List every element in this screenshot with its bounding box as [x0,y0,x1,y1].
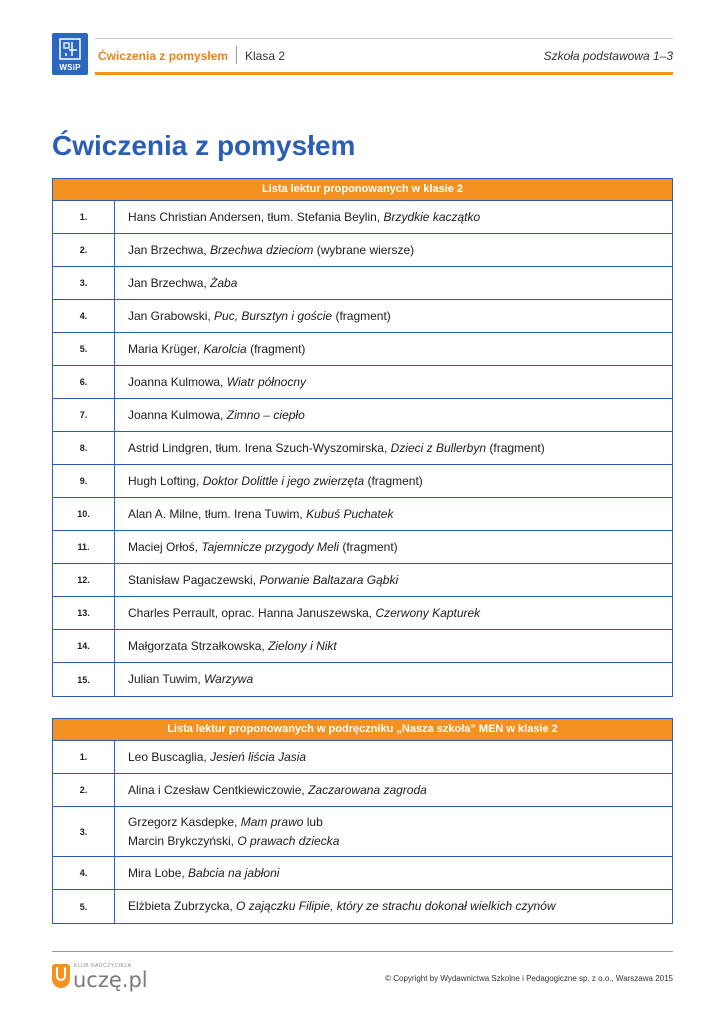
book-entry [115,597,672,629]
book-entry [115,498,672,530]
row-number: 3. [53,267,115,299]
book-title: Tajemnicze przygody Meli [201,539,339,554]
book-title: Porwanie Baltazara Gąbki [259,572,399,587]
author: Stanisław Pagaczewski, [128,572,260,587]
author: Joanna Kulmowa, [128,407,227,422]
author: Jan Brzechwa, [128,275,211,290]
book-note: (fragment) [332,308,391,323]
author: Maria Krüger, [128,341,204,356]
row-number: 2. [53,774,115,806]
author: Jan Grabowski, [128,308,215,323]
table-row [53,399,672,432]
table-row [53,774,672,807]
book-entry [115,663,672,696]
table-row [53,597,672,630]
author: Grzegorz Kasdepke, [128,814,241,829]
table-row [53,663,672,696]
row-number: 1. [53,741,115,773]
book-entry [115,333,672,365]
row-number: 10. [53,498,115,530]
row-number: 6. [53,366,115,398]
author: Jan Brzechwa, [128,242,211,257]
author: Joanna Kulmowa, [128,374,227,389]
book-entry [115,774,672,806]
book-entry [115,807,672,856]
author: Julian Tuwim, [128,672,205,686]
class-label: Klasa 2 [245,49,286,63]
header-separator [236,46,237,64]
row-number: 15. [53,663,115,696]
book-note: (wybrane wiersze) [313,242,415,257]
row-number: 7. [53,399,115,431]
book-entry [115,267,672,299]
book-title: Żaba [210,275,238,290]
school-level-label: Szkoła podstawowa 1–3 [543,49,673,63]
author: Elżbieta Zubrzycka, [128,899,237,913]
table-row [53,465,672,498]
row-number: 2. [53,234,115,266]
row-number: 5. [53,333,115,365]
table-row [53,366,672,399]
logo-brand: uczę.pl [73,968,148,992]
table-heading: Lista lektur proponowanych w klasie 2 [53,179,672,201]
header-top-rule [95,38,673,39]
row-number: 13. [53,597,115,629]
book-title: O zajączku Filipie, który ze strachu dokonał wielkich czynów [236,899,556,913]
row-number: 3. [53,807,115,856]
row-number: 14. [53,630,115,662]
textbook-reading-list-table [52,718,673,924]
book-title: Wiatr północny [226,374,306,389]
book-entry [115,890,672,923]
book-title: Kubuś Puchatek [306,506,394,521]
book-entry [115,564,672,596]
author: Marcin Brykczyński, [128,833,238,848]
series-title: Ćwiczenia z pomysłem [98,49,229,63]
table-row [53,741,672,774]
book-title: Mam prawo [240,814,304,829]
table-row [53,333,672,366]
book-entry [115,465,672,497]
logo-text: WSiP [59,63,81,72]
book-entry [115,857,672,889]
book-title: Brzechwa dzieciom [210,242,314,257]
book-title: Dzieci z Bullerbyn [390,440,487,455]
book-title: O prawach dziecka [237,833,340,848]
book-title: Brzydkie kaczątko [383,209,481,224]
row-number: 8. [53,432,115,464]
ucze-pl-logo [52,960,147,994]
table-row [53,201,672,234]
book-title: Zielony i Nikt [268,638,337,653]
row-number: 9. [53,465,115,497]
author: Astrid Lindgren, tłum. Irena Szuch-Wyszomirska, [128,440,391,455]
table-row [53,267,672,300]
book-entry [115,300,672,332]
u-logo-icon [52,964,70,988]
logo-emblem-icon [59,38,81,60]
wsip-logo [52,33,88,75]
page-title: Ćwiczenia z pomysłem [52,130,356,161]
author: Hugh Lofting, [128,473,203,488]
book-title: Jesień liścia Jasia [210,749,307,764]
table-row [53,807,672,857]
author: Maciej Orłoś, [128,539,202,554]
book-entry [115,201,672,233]
book-title: Puc, Bursztyn i goście [214,308,333,323]
author: Leo Buscaglia, [128,749,211,764]
book-note: (fragment) [338,539,398,554]
table-row [53,234,672,267]
table-row [53,432,672,465]
book-note: (fragment) [486,440,545,455]
row-number: 5. [53,890,115,923]
book-title: Karolcia [203,341,247,356]
table-row [53,564,672,597]
row-number: 1. [53,201,115,233]
table-row [53,531,672,564]
table-row [53,857,672,890]
book-note: (fragment) [246,341,306,356]
book-title: Zaczarowana zagroda [308,782,427,797]
book-entry [115,531,672,563]
header-bottom-rule [95,72,673,75]
book-entry [115,399,672,431]
book-entry [115,432,672,464]
table-row [53,890,672,923]
author: Hans Christian Andersen, tłum. Stefania Beylin, [128,209,384,224]
table-heading: Lista lektur proponowanych w podręczniku „Nasza szkoła” MEN w klasie 2 [53,719,672,741]
book-entry [115,366,672,398]
book-note: (fragment) [364,473,423,488]
table-row [53,498,672,531]
book-title: Babcia na jabłoni [188,865,280,880]
book-title: Zimno – ciepło [226,407,305,422]
row-number: 4. [53,857,115,889]
book-entry [115,234,672,266]
footer-rule [52,951,673,952]
copyright-notice: © Copyright by Wydawnictwa Szkolne i Pedagogiczne sp. z o.o., Warszawa 2015 [385,974,673,983]
author: Mira Lobe, [128,865,189,880]
book-title: Czerwony Kapturek [375,605,481,620]
author: Małgorzata Strzałkowska, [128,638,269,653]
book-entry [115,630,672,662]
book-note: lub [303,814,323,829]
row-number: 11. [53,531,115,563]
row-number: 4. [53,300,115,332]
author: Alan A. Milne, tłum. Irena Tuwim, [128,506,307,521]
row-number: 12. [53,564,115,596]
reading-list-table [52,178,673,697]
author: Alina i Czesław Centkiewiczowie, [128,782,309,797]
table-row [53,300,672,333]
table-row [53,630,672,663]
logo-tagline: KLUB NAUCZYCIELA [74,963,132,969]
book-title: Doktor Dolittle i jego zwierzęta [202,473,365,488]
book-title: Warzywa [204,672,254,686]
book-entry [115,741,672,773]
author: Charles Perrault, oprac. Hanna Januszewska, [128,605,376,620]
